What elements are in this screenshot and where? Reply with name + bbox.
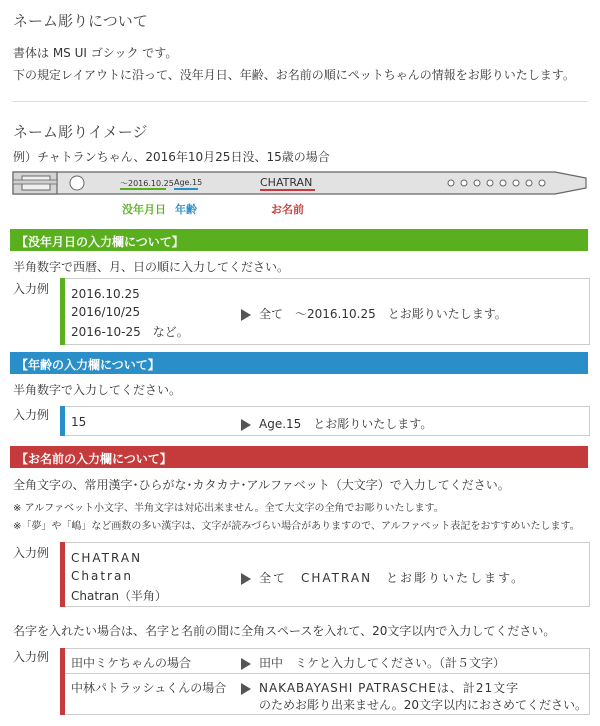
age-result: Age.15 とお彫りいたします。 bbox=[241, 415, 432, 432]
date-example-3: 2016-10-25 など。 bbox=[71, 325, 189, 339]
name-description: 全角文字の、常用漢字･ひらがな･カタカナ･アルファベット（大文字）で入力してください。 bbox=[13, 478, 510, 492]
surname-case-2: 中林パトラッシュくんの場合 bbox=[71, 681, 227, 695]
accent-bar bbox=[60, 673, 65, 715]
accent-bar bbox=[60, 278, 65, 345]
label-age: 年齢 bbox=[175, 203, 197, 216]
surname-example-row-1 bbox=[60, 648, 590, 674]
date-example-box bbox=[60, 278, 590, 345]
surname-result-2: NAKABAYASHI PATRASCHEは、計21文字 bbox=[241, 679, 519, 696]
name-underline bbox=[260, 189, 315, 191]
age-example: 15 bbox=[71, 415, 87, 429]
date-description: 半角数字で西暦、月、日の順に入力してください。 bbox=[13, 260, 290, 274]
surname-description: 名字を入れたい場合は、名字と名前の間に全角スペースを入れて、20文字以内で入力してください。 bbox=[13, 624, 556, 638]
age-description: 半角数字で入力してください。 bbox=[13, 383, 182, 397]
section-title-engraving: ネーム彫りについて bbox=[13, 12, 148, 30]
date-result: 全て ～2016.10.25 とお彫りいたします。 bbox=[241, 305, 507, 322]
name-example-1: CHATRAN bbox=[71, 551, 143, 565]
date-section-header: 【没年月日の入力欄について】 bbox=[10, 229, 588, 251]
label-date: 没年月日 bbox=[122, 203, 166, 216]
arrow-right-icon bbox=[241, 683, 251, 695]
date-example-2: 2016/10/25 bbox=[71, 305, 141, 319]
age-section-header: 【年齢の入力欄について】 bbox=[10, 352, 588, 374]
surname-case-1: 田中ミケちゃんの場合 bbox=[71, 656, 192, 670]
section-title-image: ネーム彫りイメージ bbox=[13, 123, 148, 141]
arrow-right-icon bbox=[241, 573, 251, 585]
belt-age-text: Age.15 bbox=[174, 178, 203, 187]
age-example-box bbox=[60, 406, 590, 436]
name-result: 全て CHATRAN とお彫りいたします。 bbox=[241, 569, 525, 586]
date-example-label: 入力例 bbox=[13, 282, 50, 296]
name-note-1: ※ アルファベット小文字、半角文字は対応出来ません。全て大文字の全角でお彫りいたします。 bbox=[13, 503, 444, 514]
name-example-box bbox=[60, 542, 590, 607]
belt-date-text: ～2016.10.25 bbox=[120, 179, 174, 188]
accent-bar bbox=[60, 542, 65, 607]
surname-result-1: 田中 ミケと入力してください。（計５文字） bbox=[241, 654, 505, 671]
date-example-1: 2016.10.25 bbox=[71, 287, 140, 301]
name-section-header: 【お名前の入力欄について】 bbox=[10, 446, 588, 468]
age-underline bbox=[174, 188, 198, 190]
accent-bar bbox=[60, 406, 65, 436]
arrow-right-icon bbox=[241, 658, 251, 670]
arrow-right-icon bbox=[241, 419, 251, 431]
font-info: 書体は MS UI ゴシック です。 bbox=[13, 46, 178, 60]
divider bbox=[13, 101, 587, 102]
layout-info: 下の規定レイアウトに沿って、没年月日、年齢、お名前の順にペットちゃんの情報をお彫りいたします。 bbox=[13, 68, 575, 82]
surname-example-row-2 bbox=[60, 673, 590, 715]
age-example-label: 入力例 bbox=[13, 408, 50, 422]
name-example-2: Chatran bbox=[71, 569, 133, 583]
surname-result-2b: のためお彫り出来ません。20文字以内におさめてください。 bbox=[259, 698, 587, 712]
name-example-3: Chatran（半角） bbox=[71, 589, 167, 603]
example-description: 例）チャトランちゃん、2016年10月25日没、15歳の場合 bbox=[13, 150, 330, 164]
surname-example-label: 入力例 bbox=[13, 650, 50, 664]
belt-name-text: CHATRAN bbox=[260, 176, 313, 189]
arrow-right-icon bbox=[241, 309, 251, 321]
date-underline bbox=[120, 188, 166, 190]
accent-bar bbox=[60, 648, 65, 674]
name-example-label: 入力例 bbox=[13, 546, 50, 560]
label-name: お名前 bbox=[271, 203, 304, 216]
name-note-2: ※「夢」や「嶋」など画数の多い漢字は、文字が読みづらい場合がありますので、アルファベット表記をおすすめいたします。 bbox=[13, 521, 580, 532]
